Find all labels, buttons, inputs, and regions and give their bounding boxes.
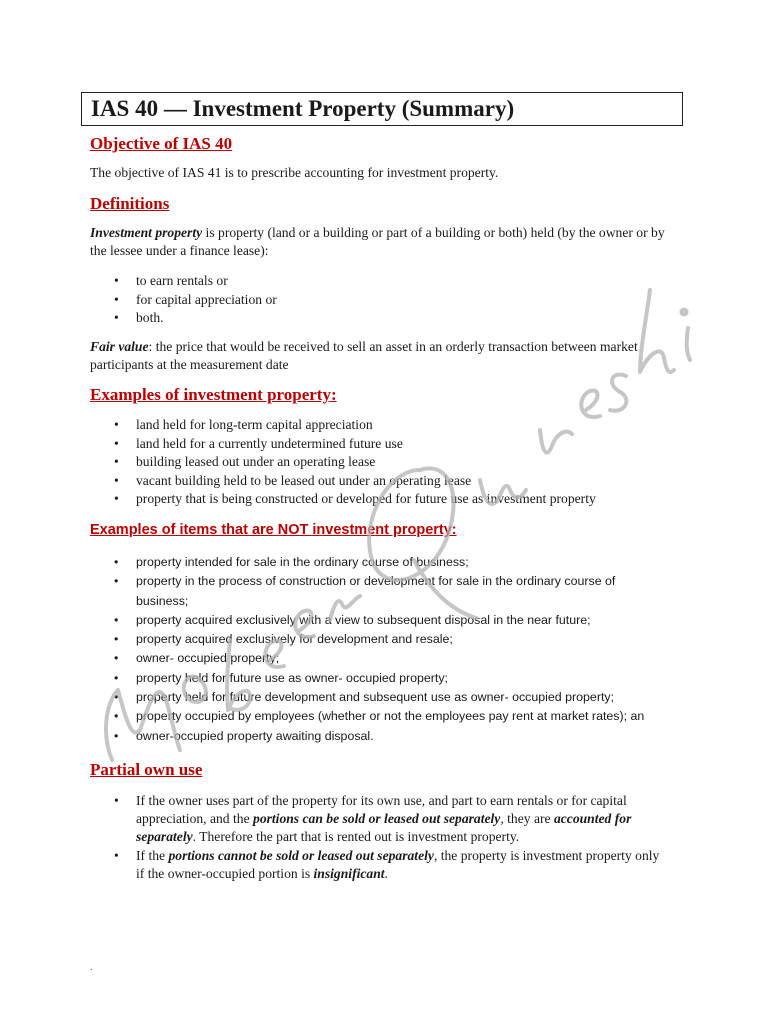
fair-value-term: Fair value [90,339,149,354]
fair-value-text: : the price that would be received to sell an asset in an orderly transaction between market participants at the measurement date [90,339,638,372]
text-run: , they are [500,811,554,826]
list-item: • land held for long-term capital appreciation [110,416,670,435]
text-run: If the [136,848,169,863]
list-item: • owner-occupied property awaiting disposal. [110,727,670,746]
partial-own-use-list [110,792,670,884]
emphasis-text: accounted for separately [136,811,632,844]
objective-text: The objective of IAS 41 is to prescribe accounting for investment property. [90,165,499,180]
list-item: • property in the process of construction or development for sale in the ordinary course of business; [110,572,670,611]
list-item: • owner- occupied property; [110,649,670,668]
list-item [110,847,670,883]
list-item: • land held for a currently undetermined future use [110,435,670,454]
list-item: • building leased out under an operating lease [110,453,670,472]
investment-property-text: is property (land or a building or part of a building or both) held (by the owner or by the lessee under a finance lease): [90,225,665,258]
list-item: • property occupied by employees (whether or not the employees pay rent at market rates); an [110,707,670,726]
list-item: • for capital appreciation or [110,291,670,310]
list-item: • property acquired exclusively with a view to subsequent disposal in the near future; [110,611,670,630]
page-title: IAS 40 — Investment Property (Summary) [81,92,683,126]
investment-property-definition [90,224,680,260]
not-examples-heading: Examples of items that are NOT investment property: [90,522,457,538]
text-run: , the property is investment property only if the owner-occupied portion is [136,848,660,881]
fair-value-definition [90,338,680,374]
emphasis-text: portions can be sold or leased out separately [253,811,501,826]
text-run: If the owner uses part of the property for its own use, and part to earn rentals or for capital appreciation, and the [136,793,627,826]
partial-own-use-heading: Partial own use [90,760,203,779]
list-item: • property held for future use as owner- occupied property; [110,669,670,688]
list-item [110,792,670,846]
examples-heading: Examples of investment property: [90,385,337,404]
list-item: • property acquired exclusively for development and resale; [110,630,670,649]
list-item: • property that is being constructed or developed for future use as investment property [110,490,670,509]
text-run: . [384,866,388,881]
list-item: • property intended for sale in the ordinary course of business; [110,553,670,572]
list-item: • both. [110,309,670,328]
emphasis-text: insignificant [313,866,385,881]
not-examples-list [110,553,670,746]
definitions-heading: Definitions [90,194,170,213]
list-item: • to earn rentals or [110,272,670,291]
footer-mark: . [90,962,93,973]
investment-property-term: Investment property [90,225,203,240]
list-item: • vacant building held to be leased out under an operating lease [110,472,670,491]
objective-heading: Objective of IAS 40 [90,134,233,153]
list-item: • property held for future development and subsequent use as owner- occupied property; [110,688,670,707]
purpose-list [110,272,670,328]
emphasis-text: portions cannot be sold or leased out separately [168,848,434,863]
text-run: . Therefore the part that is rented out is investment property. [192,829,520,844]
examples-list [110,416,670,509]
